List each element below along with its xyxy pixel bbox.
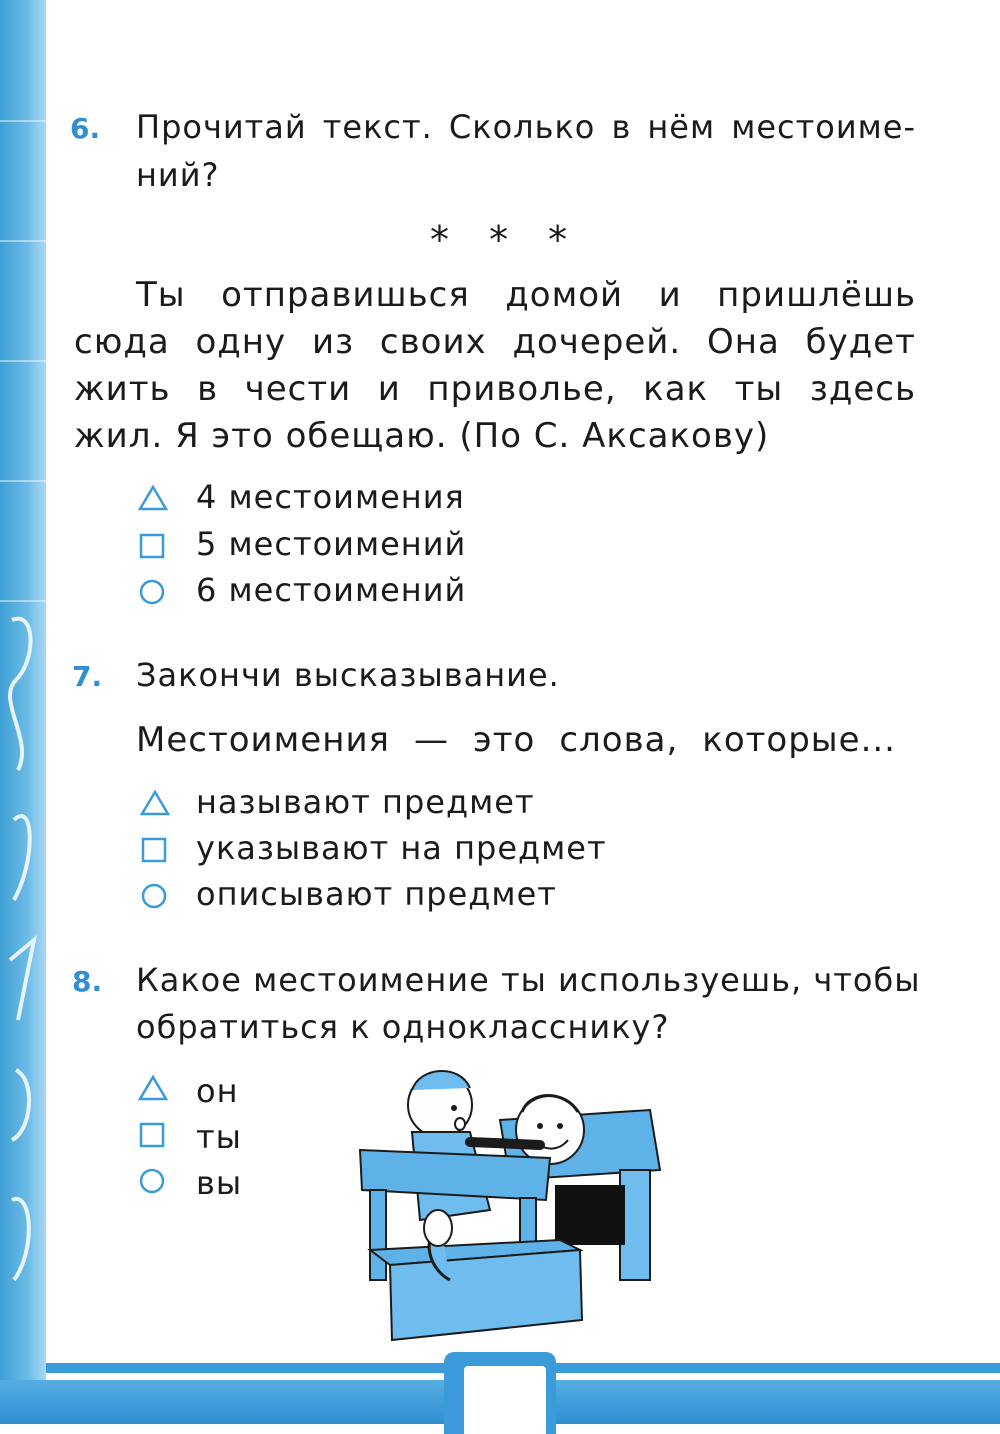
question-7-option-3-label: описывают предмет — [196, 875, 557, 913]
question-6-text-line-1: Прочитай текст. Сколько в нём местоиме- — [136, 108, 916, 146]
passage-line-4: жил. Я это обещаю. (По С. Аксакову) — [74, 416, 770, 456]
two-boys-at-school-desk-illustration — [350, 1050, 670, 1350]
circle-icon — [140, 882, 168, 910]
handwriting-decoration-icon — [6, 600, 40, 1380]
left-decorative-strip — [0, 0, 46, 1390]
question-8-number: 8. — [72, 965, 103, 998]
section-stars: * * * — [430, 218, 582, 262]
square-icon — [138, 1121, 166, 1149]
question-6-option-1-label: 4 местоимения — [196, 478, 465, 516]
question-6-text-line-2: ний? — [136, 156, 220, 194]
triangle-icon — [138, 1074, 168, 1102]
question-8-option-1-label: он — [196, 1072, 239, 1110]
question-6-option-2-label: 5 местоимений — [196, 525, 467, 563]
passage-line-2: сюда одну из своих дочерей. Она будет — [74, 322, 916, 362]
triangle-icon — [140, 789, 170, 817]
question-7-number: 7. — [72, 660, 103, 693]
question-8-option-2-label: ты — [196, 1118, 242, 1156]
question-7-instruction: Закончи высказывание. — [136, 656, 560, 694]
question-7-option-1-label: называют предмет — [196, 783, 535, 821]
passage-line-3: жить в чести и приволье, как ты здесь — [74, 369, 916, 409]
question-6-number: 6. — [70, 112, 101, 145]
question-6-option-3-label: 6 местоимений — [196, 571, 467, 609]
question-7-option-2-label: указывают на предмет — [196, 829, 607, 867]
square-icon — [138, 532, 166, 560]
circle-icon — [138, 1167, 166, 1195]
triangle-icon — [138, 484, 168, 512]
passage-line-1: Ты отправишься домой и пришлёшь — [136, 275, 916, 315]
question-8-text-line-1: Какое местоимение ты используешь, чтобы — [136, 961, 921, 999]
question-8-text-line-2: обратиться к однокласснику? — [136, 1008, 670, 1046]
page-number-box — [464, 1366, 546, 1434]
circle-icon — [138, 578, 166, 606]
square-icon — [140, 836, 168, 864]
question-7-statement: Местоимения — это слова, которые... — [136, 720, 896, 760]
question-8-option-3-label: вы — [196, 1164, 243, 1202]
